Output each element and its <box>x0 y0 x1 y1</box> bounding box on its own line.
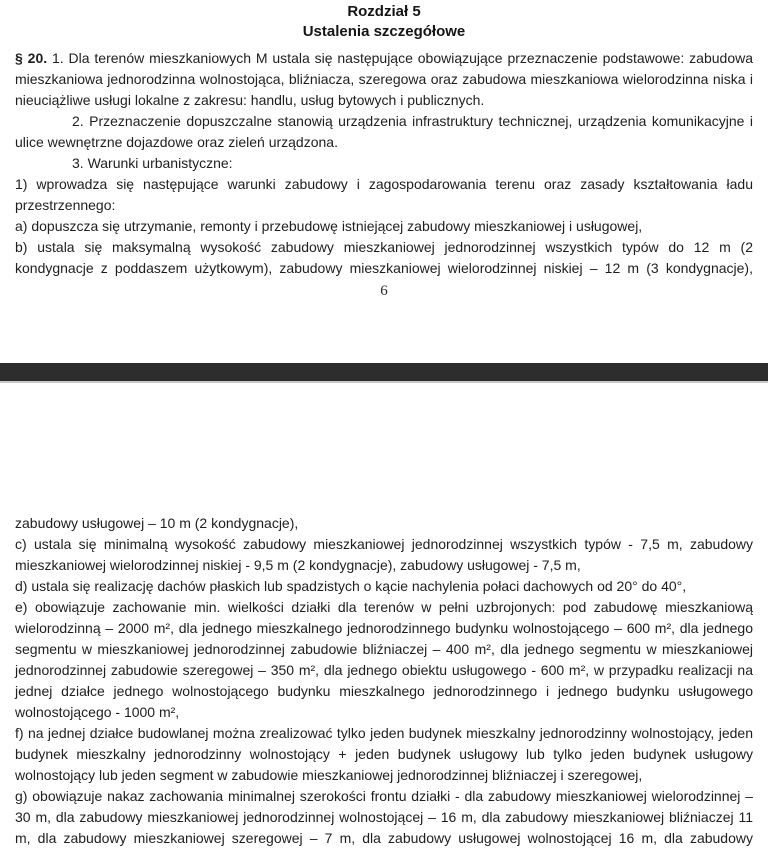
paragraph-item-c: c) ustala się minimalną wysokość zabudowy mieszkaniowej jednorodzinnej wszystkich typów - 7,5 m, zabudowy mieszkaniowej wielorodzinnej niskiej - 9,5 m (2 kondygnacje), zabudowy usługowej - 7,5 m, <box>15 536 753 573</box>
paragraph-s20 <box>15 48 753 111</box>
page-separator <box>0 363 768 383</box>
paragraph-s20-text: 1. Dla terenów mieszkaniowych M ustala się następujące obowiązujące przeznaczenie podstawowe: zabudowa mieszkaniowa jednorodzinna wolnostojąca, bliźniacza, szeregowa oraz zabudowa mieszkaniowa wielorodzinna niska i nieuciążliwe usługi lokalne z zakresu: handlu, usług bytowych i publicznych. <box>15 50 753 108</box>
paragraph-item-a: a) dopuszcza się utrzymanie, remonty i przebudowę istniejącej zabudowy mieszkaniowej i usługowej, <box>15 218 643 234</box>
paragraph-item-e: e) obowiązuje zachowanie min. wielkości działki dla terenów w pełni uzbrojonych: pod zabudowę mieszkaniową wielorodzinną – 2000 m², dla jednego mieszkalnego jednorodzinnego budynku wolnostojącego – 600 m², dla jednego segmentu w mieszkaniowej jednorodzinnej zabudowie bliźniaczej – 400 m², dla jednego segmentu w mieszkaniowej jednorodzinnej zabudowie szeregowej – 350 m², dla jednego obiektu usługowego - 600 m², w przypadku realizacji na jednej działce jednego wolnostojącego budynku mieszkalnego jednorodzinnego i jednego budynku usługowego wolnostojącego - 1000 m², <box>15 599 753 720</box>
paragraph-item-d: d) ustala się realizację dachów płaskich lub spadzistych o kącie nachylenia połaci dachowych od 20° do 40°, <box>15 578 687 594</box>
paragraph-item1: 1) wprowadza się następujące warunki zabudowy i zagospodarowania terenu oraz zasady kształtowania ładu przestrzennego: <box>15 176 753 213</box>
paragraph-point2: 2. Przeznaczenie dopuszczalne stanowią urządzenia infrastruktury technicznej, urządzenia komunikacyjne i ulice wewnętrzne dojazdowe oraz zieleń urządzona. <box>15 113 753 150</box>
page2-body-text <box>15 513 753 849</box>
page1-body-text <box>15 48 753 279</box>
paragraph-point3: 3. Warunki urbanistyczne: <box>72 155 233 171</box>
paragraph-item-b-continuation: zabudowy usługowej – 10 m (2 kondygnacje), <box>15 515 299 531</box>
paragraph-s20-number: § 20. <box>15 50 48 66</box>
document-page-1 <box>0 0 768 299</box>
paragraph-item-g: g) obowiązuje nakaz zachowania minimalnej szerokości frontu działki - dla zabudowy mieszkaniowej wielorodzinnej – 30 m, dla zabudowy mieszkaniowej jednorodzinnej wolnostojącej – 16 m, dla zabudowy mieszkaniowej bliźniaczej 11 m, dla zabudowy mieszkaniowej szeregowej – 7 m, dla zabudowy usługowej wolnostojącej 16 m, dla zabudowy <box>15 788 753 846</box>
chapter-heading-block <box>15 0 753 42</box>
page-number: 6 <box>380 283 388 299</box>
paragraph-item-b: b) ustala się maksymalną wysokość zabudowy mieszkaniowej jednorodzinnej wszystkich typów do 12 m (2 kondygnacje z poddaszem użytkowym), zabudowy mieszkaniowej wielorodzinnej niskiej – 12 m (3 kondygnacje), <box>15 239 753 276</box>
document-page-2 <box>0 513 768 849</box>
paragraph-item-f: f) na jednej działce budowlanej można zrealizować tylko jeden budynek mieszkalny jednorodzinny wolnostojący, jeden budynek mieszkalny jednorodzinny wolnostojący + jeden budynek usługowy lub tylko jeden budynek usługowy wolnostojący lub jeden segment w zabudowie mieszkaniowej jednorodzinnej bliźniaczej i szeregowej, <box>15 725 753 783</box>
chapter-heading: Rozdział 5 <box>347 3 421 20</box>
chapter-subheading: Ustalenia szczegółowe <box>302 23 466 40</box>
